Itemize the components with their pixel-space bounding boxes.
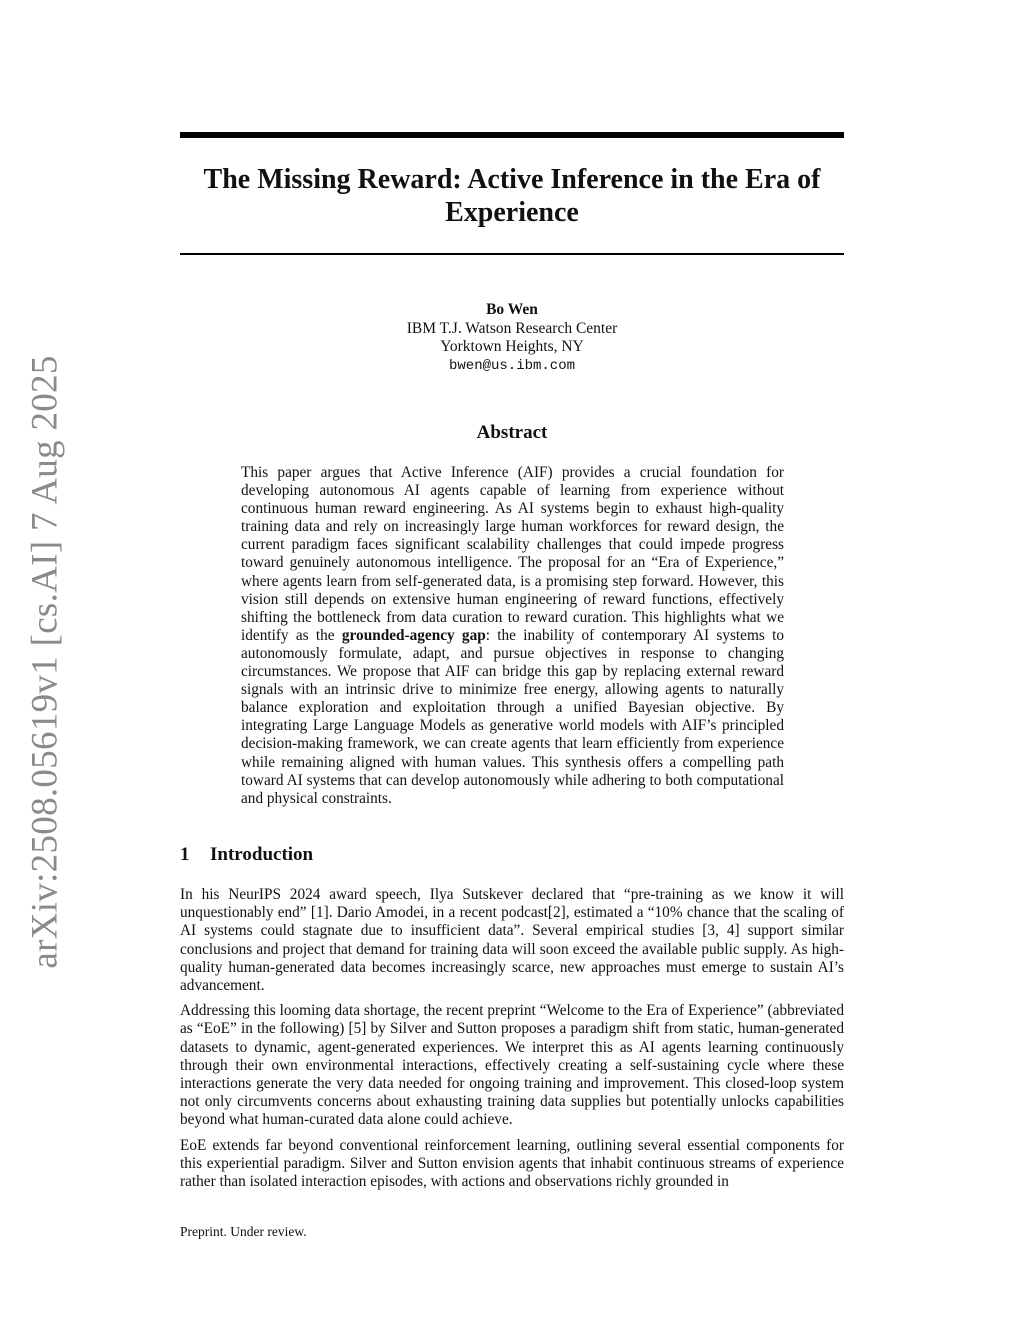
abstract-text-before: This paper argues that Active Inference (AIF) provides a crucial foundation for developing autonomous AI agents capable of learning from experience without continuous human reward engineering. As AI systems begin to exhaust high-quality training data and rely on increasingly large human workforces for reward design, the current paradigm faces significant scalability challenges that could impede progress toward genuinely autonomous intelligence. The proposal for an “Era of Experience,” where agents learn from self-generated data, is a promising step forward. However, this vision still depends on extensive human engineering of reward functions, effectively shifting the bottleneck from data curation to reward curation. This highlights what we identify as the <box>241 464 784 644</box>
footer-note: Preprint. Under review. <box>180 1224 307 1239</box>
intro-paragraph: Addressing this looming data shortage, the recent preprint “Welcome to the Era of Experience” (abbreviated as “EoE” in the following) [5] by Silver and Sutton proposes a paradigm shift from static, human-generated datasets to dynamic, agent-generated experiences. We interpret this as AI agents learning continuously through their own environmental interactions, effectively creating a self-sustaining cycle where these interactions generate the very data needed for ongoing training and improvement. This closed-loop system not only circumvents concerns about exhausting training data supplies but potentially unlocks capabilities beyond what human-curated data alone could achieve. <box>180 1002 844 1129</box>
intro-paragraph: EoE extends far beyond conventional reinforcement learning, outlining several essential components for this experiential paradigm. Silver and Sutton envision agents that inhabit continuous streams of experience rather than isolated interaction episodes, with actions and observations richly grounded in <box>180 1136 844 1191</box>
author-name: Bo Wen <box>486 301 538 318</box>
abstract-body <box>241 464 784 808</box>
arxiv-identifier: arXiv:2508.05619v1 [cs.AI] 7 Aug 2025 <box>24 355 66 969</box>
abstract-heading: Abstract <box>476 422 548 443</box>
author-affiliation: IBM T.J. Watson Research Center <box>406 319 618 337</box>
title-top-rule <box>180 132 844 138</box>
author-block <box>180 301 844 375</box>
abstract-emphasis: grounded-agency gap <box>341 626 486 644</box>
section-title: Introduction <box>210 844 314 865</box>
intro-paragraph: In his NeurIPS 2024 award speech, Ilya Sutskever declared that “pre-training as we know it will unquestionably end” [1]. Dario Amodei, in a recent podcast[2], estimated a “10% chance that the scaling of AI systems could stagnate due to insufficient data”. Several empirical studies [3, 4] support similar conclusions and project that demand for training data will soon exceed the available public supply. As high-quality human-generated data becomes increasingly scarce, new approaches must emerge to sustain AI’s advancement. <box>180 886 844 995</box>
title-bottom-rule <box>180 253 844 255</box>
section-number: 1 <box>180 844 190 865</box>
section-heading <box>180 844 313 866</box>
paper-title: The Missing Reward: Active Inference in the Era of Experience <box>203 164 821 228</box>
introduction-body <box>180 886 844 1198</box>
author-email[interactable]: bwen@us.ibm.com <box>448 357 576 374</box>
author-location: Yorktown Heights, NY <box>440 338 584 355</box>
abstract-text-after: : the inability of contemporary AI systems to autonomously formulate, adapt, and pursue objectives in response to changing circumstances. We propose that AIF can bridge this gap by replacing external reward signals with an intrinsic drive to minimize free energy, allowing agents to naturally balance exploration and exploitation through a unified Bayesian objective. By integrating Large Language Models as generative world models with AIF’s principled decision-making framework, we can create agents that learn efficiently from experience while remaining aligned with human values. This synthesis offers a compelling path toward AI systems that can develop autonomously while adhering to both computational and physical constraints. <box>241 626 785 807</box>
